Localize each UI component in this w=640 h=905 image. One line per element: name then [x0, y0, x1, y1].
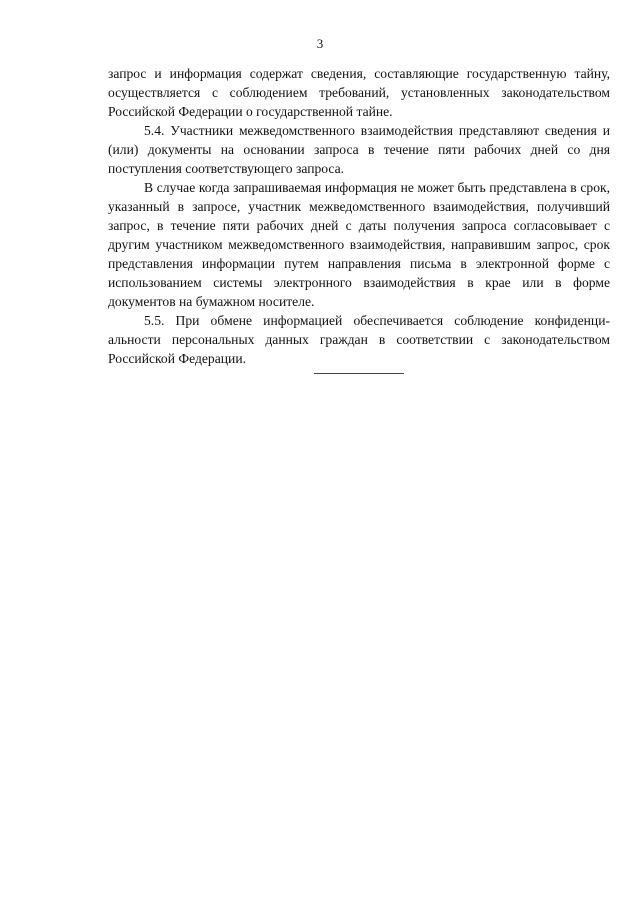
- paragraph-continuation: запрос и информация содержат сведения, составляющие государственную тайну, осуществляется с соблюдением требований, установленных законодательством Российской Федерации о государственной тайне.: [108, 66, 610, 119]
- paragraph-5-4: 5.4. Участники межведомственного взаимодействия представляют сведения и (или) документы на основании запроса в течение пяти рабочих дней со дня поступления соответствующего запроса.: [108, 123, 610, 176]
- paragraph-5-5: 5.5. При обмене информацией обеспечивается соблюдение конфиденциальности персональных данных граждан в соответствии с законодательством Российской Федерации.: [108, 313, 610, 366]
- document-body: [108, 64, 610, 368]
- end-of-document-divider: [314, 373, 404, 374]
- page-number: 3: [316, 36, 324, 51]
- paragraph-delay-case: В случае когда запрашиваемая информация не может быть представлена в срок, указанный в запросе, участник межведомственного взаимодействия, получивший запрос, в течение пяти рабочих дней с даты получения запроса согласовывает с другим участником межведомственного взаимодействия, направившим запрос, срок представления информации путем направления письма в электронной форме с использованием системы электронного взаимодействия в крае или в форме документов на бумажном носителе.: [108, 180, 610, 309]
